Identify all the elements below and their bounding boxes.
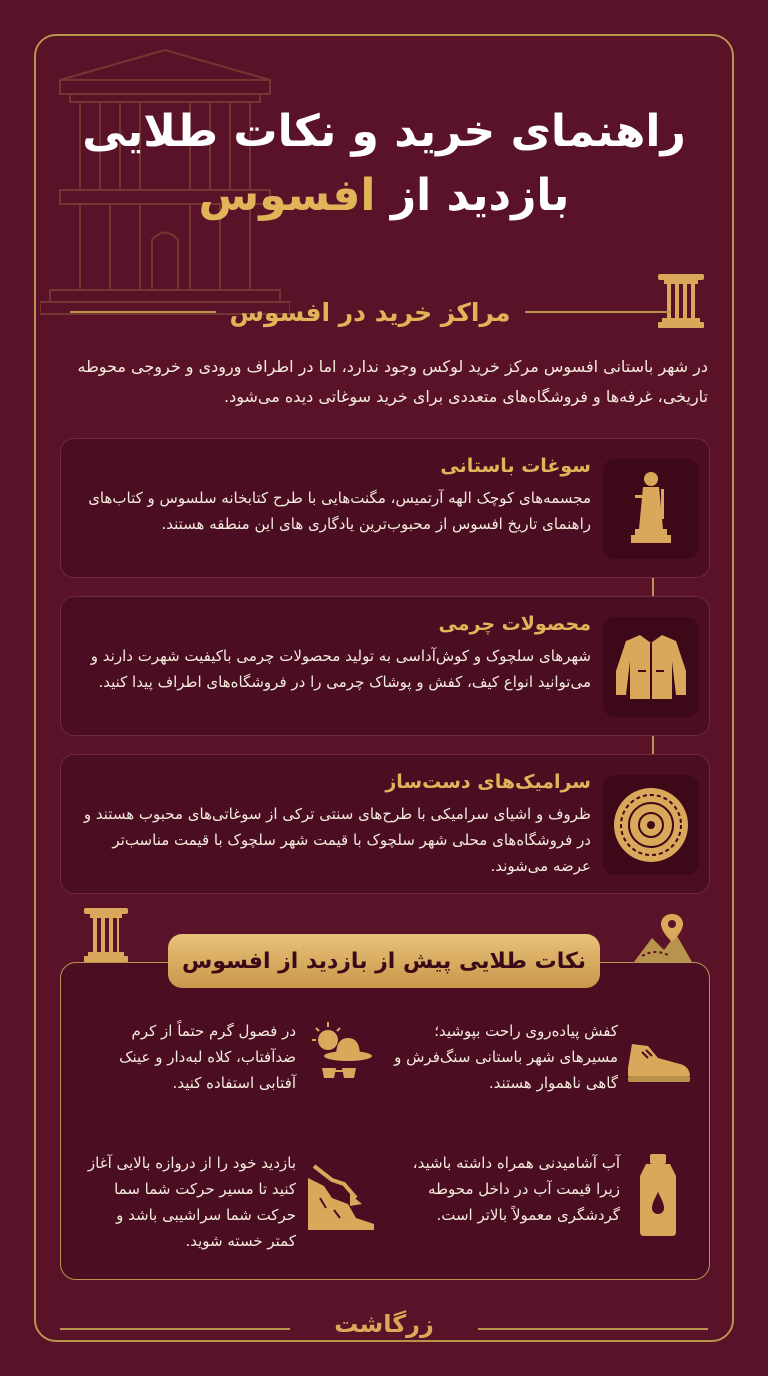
shopping-intro: در شهر باستانی افسوس مرکز خرید لوکس وجود ندارد، اما در اطراف ورودی و خروجی محوطه تاریخی، غرفه‌ها و فروشگاه‌های متعددی برای خرید سوغاتی دیده می‌شود. — [77, 357, 708, 406]
title-line-2 — [60, 164, 708, 228]
water-bottle-icon — [630, 1152, 686, 1238]
title-highlight: افسوس — [198, 170, 376, 221]
brand-logo: زرگاشت — [304, 1310, 464, 1338]
artemis-statue-icon — [621, 469, 681, 549]
tip-text: آب آشامیدنی همراه داشته باشید، زیرا قیمت آب در داخل محوطه گردشگری معمولاً بالاتر است. — [412, 1154, 620, 1224]
tip-text: کفش پیاده‌روی راحت بپوشید؛ مسیرهای شهر باستانی سنگ‌فرش و گاهی ناهموار هستند. — [394, 1022, 618, 1092]
card-title: محصولات چرمی — [438, 613, 591, 635]
downhill-path-icon — [304, 1158, 378, 1232]
sun-hat-sunglasses-icon — [304, 1018, 374, 1088]
card-title: سوغات باستانی — [440, 455, 591, 477]
shopping-heading: مراکز خرید در افسوس — [229, 297, 511, 327]
title-line-1: راهنمای خرید و نکات طلایی — [82, 106, 686, 157]
shopping-section-header — [70, 290, 670, 334]
card-icon-box — [603, 617, 699, 717]
card-body: ظروف و اشیای سرامیکی با طرح‌های سنتی ترکی از سوغاتی‌های محبوب هستند و در فروشگاه‌های محلی شهر سلچوک با قیمت شهر سلچوک با قیمت مناسب‌تر عرضه می‌شوند. — [83, 805, 591, 875]
shopping-card-souvenirs — [60, 438, 710, 578]
tips-heading: نکات طلایی پیش از بازدید از افسوس — [168, 934, 600, 988]
card-body: مجسمه‌های کوچک الهه آرتمیس، مگنت‌هایی با طرح کتابخانه سلسوس و کتاب‌های راهنمای تاریخ افسوس از محبوب‌ترین یادگاری های این منطقه هستند. — [88, 489, 591, 533]
sneaker-icon — [624, 1024, 694, 1094]
page-title — [60, 100, 708, 228]
divider — [478, 1328, 708, 1330]
card-body: شهرهای سلچوک و کوش‌آداسی به تولید محصولات چرمی باکیفیت شهرت دارند و می‌توانید انواع کیف، کفش و پوشاک چرمی را در فروشگاه‌های اطراف پیدا کنید. — [90, 647, 591, 691]
card-title: سرامیک‌های دست‌ساز — [385, 771, 591, 793]
title-prefix: بازدید از — [390, 170, 570, 221]
divider — [70, 311, 216, 313]
timeline-connector — [652, 578, 654, 596]
divider — [525, 311, 671, 313]
card-icon-box — [603, 459, 699, 559]
leather-jacket-icon — [612, 631, 690, 703]
divider — [60, 1328, 290, 1330]
card-icon-box — [603, 775, 699, 875]
timeline-connector — [652, 736, 654, 754]
column-icon — [82, 906, 130, 964]
shopping-card-leather — [60, 596, 710, 736]
shopping-card-ceramics — [60, 754, 710, 894]
tip-text: بازدید خود را از دروازه بالایی آغاز کنید تا مسیر حرکت شما سما حرکت شما سراشیبی باشد و کمتر خسته شوید. — [87, 1154, 296, 1250]
ceramic-plate-icon — [611, 785, 691, 865]
tip-text: در فصول گرم حتماً از کرم ضدآفتاب، کلاه لبه‌دار و عینک آفتابی استفاده کنید. — [119, 1022, 296, 1092]
map-pin-icon — [632, 912, 694, 964]
